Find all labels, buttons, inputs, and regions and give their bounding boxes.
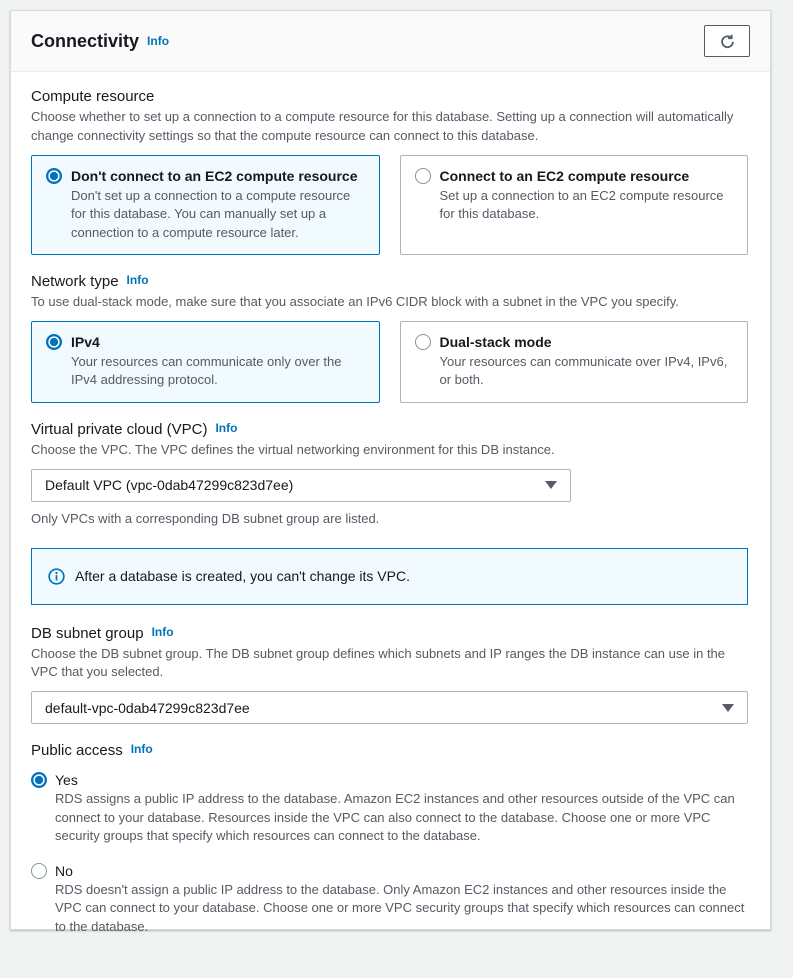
compute-resource-label: Compute resource <box>31 88 155 105</box>
vpc-info-link[interactable]: Info <box>215 420 238 435</box>
radio-connect-ec2[interactable] <box>415 168 431 184</box>
vpc-description: Choose the VPC. The VPC defines the virtual networking environment for this DB instance. <box>31 441 555 457</box>
section-compute-resource <box>31 88 748 255</box>
radio-dual-stack[interactable] <box>415 334 431 350</box>
public-access-no-label[interactable]: No <box>55 862 73 879</box>
panel-header <box>11 11 770 72</box>
tile-description: Your resources can communicate over IPv4, IPv6, or both. <box>439 353 728 388</box>
radio-public-access-yes[interactable] <box>31 772 47 788</box>
vpc-label-text: Virtual private cloud (VPC) <box>31 420 208 438</box>
network-type-tiles <box>31 321 748 403</box>
tile-dont-connect-ec2[interactable] <box>31 155 380 255</box>
panel-body <box>11 72 770 978</box>
panel-title-group <box>31 31 169 52</box>
vpc-select[interactable] <box>31 469 571 502</box>
connectivity-panel <box>10 10 771 934</box>
public-access-yes-row <box>31 772 748 788</box>
info-circle-icon <box>48 568 65 585</box>
radio-public-access-no[interactable] <box>31 863 47 879</box>
public-access-info-link[interactable]: Info <box>130 742 153 757</box>
alert-text: After a database is created, you can't change its VPC. <box>75 568 410 585</box>
radio-ipv4[interactable] <box>46 334 62 350</box>
page-title: Connectivity <box>31 30 140 51</box>
tile-title: Connect to an EC2 compute resource <box>439 167 690 184</box>
db-subnet-group-label-text: DB subnet group <box>31 624 144 642</box>
network-type-label-text: Network type <box>31 273 119 291</box>
public-access-yes-label[interactable]: Yes <box>55 772 78 789</box>
caret-down-icon <box>545 481 557 489</box>
tile-connect-ec2[interactable] <box>400 155 749 255</box>
tile-dual-stack[interactable] <box>400 321 749 403</box>
section-public-access <box>31 742 748 936</box>
compute-resource-tiles <box>31 155 748 255</box>
public-access-no-description: RDS doesn't assign a public IP address to the database. Only Amazon EC2 instances and other resources inside the VPC can connect to your database. Choose one or more VPC security groups that specify which resources can connect to the database. <box>55 881 745 934</box>
tile-title: Don't connect to an EC2 compute resource <box>71 167 358 184</box>
tile-title: IPv4 <box>71 333 100 350</box>
vpc-helper-text: Only VPCs with a corresponding DB subnet group are listed. <box>31 510 380 526</box>
vpc-select-value: Default VPC (vpc-0dab47299c823d7ee) <box>45 477 294 494</box>
section-vpc <box>31 421 748 526</box>
section-network-type <box>31 273 748 403</box>
tile-title: Dual-stack mode <box>439 333 552 350</box>
db-subnet-group-info-link[interactable]: Info <box>151 624 174 639</box>
connectivity-info-link[interactable]: Info <box>147 33 170 48</box>
network-type-description: To use dual-stack mode, make sure that you associate an IPv6 CIDR block with a subnet in the VPC you specify. <box>31 294 679 310</box>
tile-description: Your resources can communicate only over the IPv4 addressing protocol. <box>71 353 342 388</box>
db-subnet-group-description: Choose the DB subnet group. The DB subnet group defines which subnets and IP ranges the DB instance can use in the VPC that you selected. <box>31 645 726 680</box>
tile-ipv4[interactable] <box>31 321 380 403</box>
radio-dont-connect-ec2[interactable] <box>46 168 62 184</box>
section-db-subnet-group <box>31 625 748 725</box>
public-access-label-text: Public access <box>31 742 123 760</box>
public-access-no-row <box>31 863 748 879</box>
network-type-info-link[interactable]: Info <box>126 273 149 288</box>
network-type-label <box>31 273 748 290</box>
compute-resource-description: Choose whether to set up a connection to a compute resource for this database. Setting up a connection will automatically change connectivity settings so that the compute resource can connect to this database. <box>31 109 734 143</box>
db-subnet-group-select-value: default-vpc-0dab47299c823d7ee <box>45 699 250 716</box>
db-subnet-group-select[interactable] <box>31 691 748 724</box>
refresh-icon <box>719 33 736 50</box>
vpc-label <box>31 421 748 438</box>
db-subnet-group-label <box>31 625 748 642</box>
public-access-label <box>31 742 748 759</box>
public-access-yes-description: RDS assigns a public IP address to the database. Amazon EC2 instances and other resources outside of the VPC can connect to your database. Resources inside the VPC can also connect to the database. Choose one or more VPC security groups that specify which resources can connect to the database. <box>55 791 735 844</box>
caret-down-icon <box>722 704 734 712</box>
vpc-change-alert <box>31 548 748 605</box>
refresh-button[interactable] <box>704 25 750 57</box>
tile-description: Don't set up a connection to a compute resource for this database. You can manually set up a connection to a compute resource later. <box>71 187 351 240</box>
tile-description: Set up a connection to an EC2 compute resource for this database. <box>439 187 724 222</box>
